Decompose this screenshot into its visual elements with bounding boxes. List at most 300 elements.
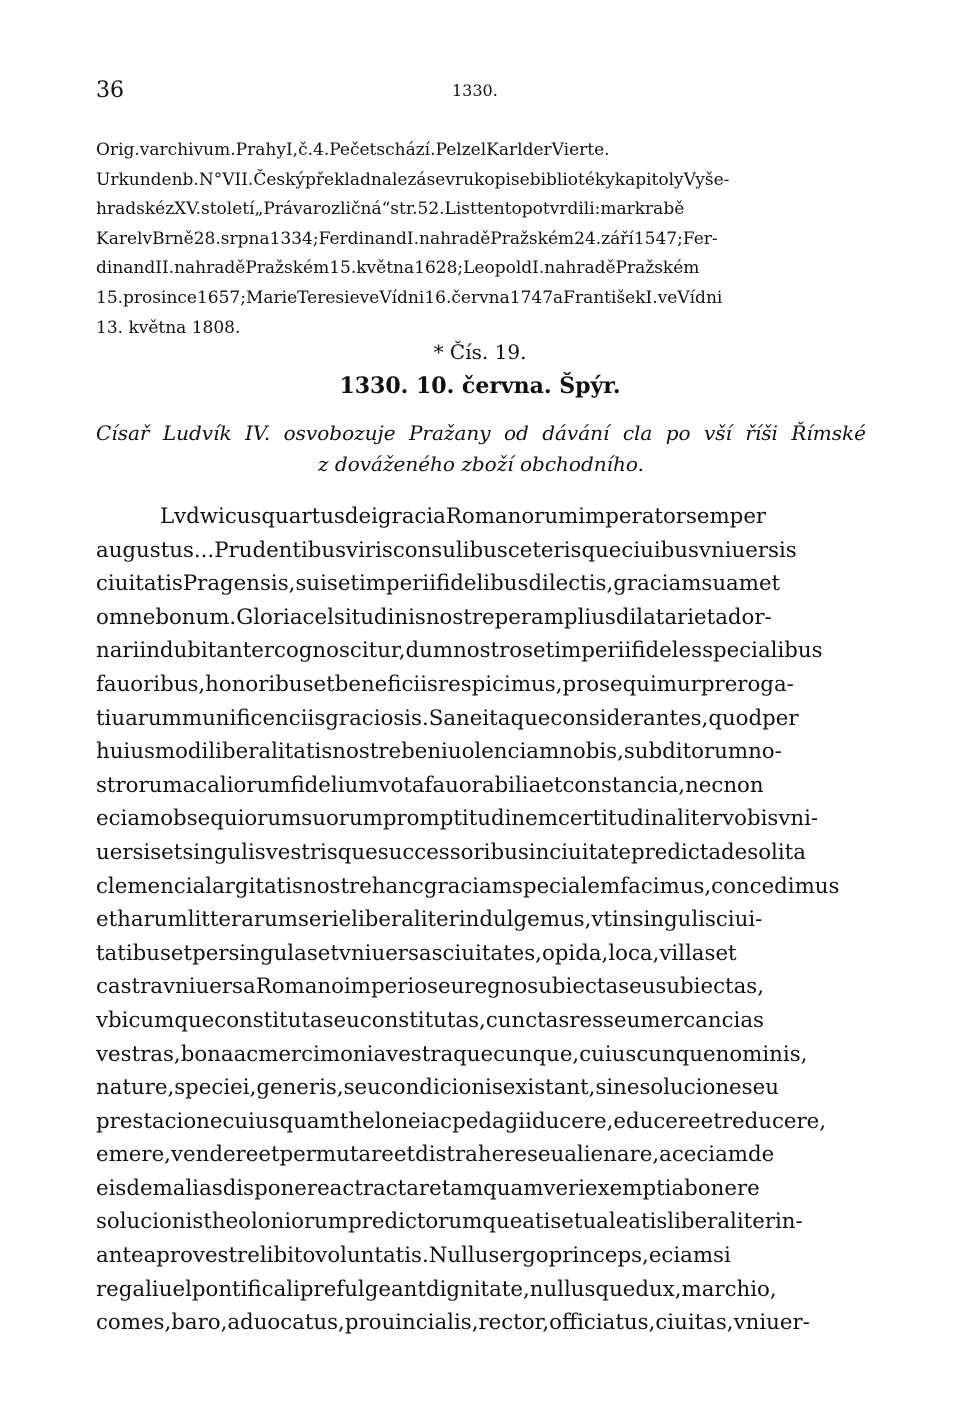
word: cuiuscunque — [579, 1041, 716, 1067]
word: Marie — [245, 287, 298, 308]
text-line — [96, 601, 866, 635]
word: harum — [117, 907, 188, 933]
running-header-year: 1330. — [452, 81, 498, 100]
word: preroga- — [700, 671, 794, 697]
word: celsitudinis — [302, 604, 426, 630]
word: constitutas, — [359, 1007, 486, 1033]
word: successoribus — [377, 839, 529, 865]
word: 24. — [574, 228, 602, 249]
word: et — [561, 1209, 583, 1235]
word: schází. — [376, 140, 436, 160]
word: non — [723, 772, 764, 798]
word: et — [96, 907, 118, 933]
word: aduocatus, — [227, 1310, 345, 1336]
word: Císař — [96, 421, 150, 445]
word: peramplius — [494, 604, 616, 630]
word: Karl — [486, 140, 523, 160]
note-line — [96, 166, 866, 196]
word: et — [393, 1142, 416, 1168]
word: seu — [526, 1142, 565, 1168]
word: speciei, — [174, 1075, 257, 1101]
word: nostros — [453, 638, 534, 664]
word: hanc — [371, 873, 424, 899]
word: září — [601, 228, 634, 249]
word: regali — [96, 1276, 159, 1302]
word: hradě — [195, 258, 246, 279]
word: ualeatis — [582, 1209, 668, 1235]
word: Pražském — [245, 258, 330, 279]
document-summary — [96, 418, 866, 480]
word: Vídni — [677, 287, 723, 308]
word: hradě — [565, 258, 616, 279]
word: der — [522, 140, 552, 160]
word: XV. — [174, 199, 201, 220]
word: nostre — [332, 739, 402, 765]
word: č. — [298, 140, 313, 160]
word: solita — [747, 839, 806, 865]
word: ceterisque — [507, 537, 622, 563]
word: v — [445, 169, 455, 190]
word: disponere — [222, 1175, 330, 1201]
word: prosince — [123, 287, 197, 308]
word: uersis — [96, 839, 162, 865]
word: castra — [96, 974, 163, 1000]
text-line — [96, 802, 866, 836]
word: concedimus — [711, 873, 840, 899]
word: nobis, — [559, 739, 624, 765]
word: marchio, — [681, 1276, 777, 1302]
text-line — [96, 836, 866, 870]
word: potvrdili: — [521, 199, 601, 220]
word: singulis — [632, 907, 716, 933]
text-line — [96, 1071, 866, 1105]
word: opida, — [541, 940, 609, 966]
word: 4. — [313, 140, 330, 160]
word: ac — [427, 1108, 453, 1134]
archival-note — [96, 136, 866, 343]
word: mercancias — [640, 1007, 764, 1033]
word: graciam — [613, 571, 702, 597]
word: et — [313, 671, 335, 697]
word: Nullus — [428, 1243, 500, 1269]
word: in- — [775, 1209, 803, 1235]
word: po — [665, 421, 691, 445]
word: prefulgeant — [299, 1276, 426, 1302]
word: subditorum — [623, 739, 749, 765]
word: List — [444, 199, 477, 220]
word: Ferdinand — [318, 228, 407, 249]
word: cla — [622, 421, 653, 445]
word: Romanorum — [445, 504, 579, 529]
word: eciam — [648, 1243, 714, 1269]
word: consulibus — [392, 537, 508, 563]
word: constancia, — [562, 772, 686, 798]
word: 52. — [417, 199, 445, 220]
word: překlad — [305, 169, 371, 190]
word: Český — [253, 169, 306, 190]
word: vendere — [170, 1142, 259, 1168]
text-line — [96, 500, 866, 534]
word: predicta — [630, 839, 722, 865]
word: tento — [476, 199, 522, 220]
word: Vídni — [379, 287, 425, 308]
word: predictorum — [348, 1209, 483, 1235]
text-line — [96, 870, 866, 904]
word: Orig. — [96, 140, 140, 160]
word: villas — [659, 940, 716, 966]
word: Pečet — [329, 140, 377, 160]
word: suorum — [301, 806, 383, 832]
word: Prahy — [235, 140, 286, 160]
word: ciuitatis — [96, 571, 183, 597]
word: dum — [405, 638, 454, 664]
word: ergo — [499, 1243, 549, 1269]
word: certitudinaliter — [557, 806, 723, 832]
word: fideles — [631, 638, 703, 664]
word: Romano — [255, 974, 344, 1000]
word: per — [762, 705, 799, 731]
word: facimus, — [620, 873, 712, 899]
word: se — [426, 169, 446, 190]
word: mercimonia — [258, 1041, 387, 1067]
word: I. — [645, 287, 658, 308]
word: beniuolenciam — [401, 739, 560, 765]
word: baro, — [171, 1310, 228, 1336]
word: na — [174, 258, 196, 279]
word: beneficiis — [334, 671, 438, 697]
word: exempti — [585, 1175, 672, 1201]
word: vota — [378, 772, 425, 798]
word: IV. — [245, 421, 271, 445]
word: archivu — [149, 140, 215, 160]
text-line — [96, 1038, 866, 1072]
text-line — [96, 1105, 866, 1139]
word: markrabě — [600, 199, 685, 220]
word: nec — [685, 772, 724, 798]
word: v — [142, 228, 153, 249]
word: cunctas — [485, 1007, 570, 1033]
word: „Práva — [254, 199, 313, 220]
word: imperator — [578, 504, 686, 529]
word: cognoscitur, — [274, 638, 406, 664]
word: vt — [591, 907, 612, 933]
word: eisdem — [96, 1175, 173, 1201]
word: bonum. — [155, 604, 237, 630]
word: et — [541, 772, 563, 798]
word: solucionis — [96, 1209, 204, 1235]
word: rozličná“ — [312, 199, 391, 220]
word: serie — [298, 907, 352, 933]
word: et — [694, 604, 716, 630]
word: considerantes, — [550, 705, 709, 731]
word: seu — [343, 1075, 381, 1101]
word: et — [700, 1108, 722, 1134]
word: 16. — [424, 287, 452, 308]
word: ab — [671, 1175, 698, 1201]
word: quartus — [261, 504, 345, 529]
word: permutare — [279, 1142, 394, 1168]
word: 1628; — [414, 258, 464, 279]
word: imperio — [343, 974, 428, 1000]
word: ac — [659, 1142, 684, 1168]
word: loca, — [608, 940, 660, 966]
word: subiectas, — [655, 974, 764, 1000]
word: comes, — [96, 1310, 172, 1336]
word: quecunque, — [453, 1041, 580, 1067]
text-line — [96, 1273, 866, 1307]
text-line — [96, 970, 866, 1004]
word: rector, — [478, 1310, 550, 1336]
word: fidelium — [290, 772, 379, 798]
word: Pražském — [615, 258, 700, 279]
word: existant, — [502, 1075, 596, 1101]
text-line — [96, 1239, 866, 1273]
word: indubitanter — [139, 638, 275, 664]
word: distrahere — [415, 1142, 527, 1168]
word: vestrisque — [265, 839, 378, 865]
text-line — [96, 702, 866, 736]
word: století — [200, 199, 255, 220]
word: vestra — [386, 1041, 454, 1067]
word: prestacione — [96, 1108, 223, 1134]
word: hradě — [440, 228, 491, 249]
note-line — [96, 254, 866, 284]
word: na — [544, 258, 566, 279]
word: Pražany — [408, 421, 491, 445]
word: seu — [741, 1075, 779, 1101]
word: rukopise — [454, 169, 530, 190]
word: obsequiorum — [160, 806, 302, 832]
word: N° — [198, 169, 223, 190]
word: honoribus — [205, 671, 314, 697]
word: in — [611, 907, 633, 933]
word: I. — [406, 228, 420, 249]
word: Vierte. — [551, 140, 610, 160]
text-line — [96, 1172, 866, 1206]
word: veri — [543, 1175, 586, 1201]
word: reducere, — [721, 1108, 827, 1134]
word: vniuer- — [733, 1310, 810, 1336]
word: uel — [158, 1276, 192, 1302]
word: theoloniorum — [203, 1209, 349, 1235]
word: I. — [532, 258, 545, 279]
word: imperii — [554, 638, 632, 664]
word: et — [258, 1142, 280, 1168]
word: de — [721, 839, 748, 865]
text-line — [96, 937, 866, 971]
word: vší — [703, 421, 732, 445]
word: nostre — [425, 604, 495, 630]
word: ador- — [715, 604, 772, 630]
word: Gloria — [236, 604, 303, 630]
word: vni- — [778, 806, 819, 832]
word: z — [165, 199, 175, 220]
word: vobis — [722, 806, 779, 832]
word: Ludvík — [162, 421, 232, 445]
word: si — [713, 1243, 731, 1269]
text-line — [96, 769, 866, 803]
word: in — [528, 839, 550, 865]
word: officiatus, — [549, 1310, 656, 1336]
word: ac — [182, 772, 208, 798]
text-line — [96, 634, 866, 668]
word: 28. — [193, 228, 221, 249]
word: 15. — [96, 287, 124, 308]
word: specialibus — [702, 638, 823, 664]
word: clemencia — [96, 873, 206, 899]
text-line — [96, 534, 866, 568]
word: června — [451, 287, 510, 308]
word: vniuersas — [338, 940, 443, 966]
word: tatibus — [96, 940, 171, 966]
word: ciui- — [715, 907, 763, 933]
word: seu — [618, 974, 656, 1000]
word: a — [553, 287, 564, 308]
word: Urkundenb. — [96, 169, 199, 190]
word: fauorabilia — [424, 772, 542, 798]
word: 1657; — [196, 287, 246, 308]
text-line — [96, 1205, 866, 1239]
word: dinand — [96, 258, 156, 279]
document-date-place: 1330. 10. června. Špýr. — [339, 373, 621, 399]
word: František — [563, 287, 646, 308]
word: nari — [96, 638, 140, 664]
word: pedagii — [452, 1108, 532, 1134]
word: strorum — [96, 772, 183, 798]
word: nostre — [302, 873, 372, 899]
summary-line — [96, 418, 866, 449]
word: largitatis — [205, 873, 303, 899]
word: et — [715, 940, 737, 966]
word: pro — [156, 1243, 193, 1269]
word: quod — [708, 705, 763, 731]
word: emere, — [96, 1142, 171, 1168]
word: hradské — [96, 199, 166, 220]
note-line — [96, 225, 866, 255]
text-line — [96, 668, 866, 702]
word: Pragensis, — [182, 571, 296, 597]
word: educere — [613, 1108, 701, 1134]
word: tiuarum — [96, 705, 182, 731]
word: od — [503, 421, 529, 445]
word: Pelzel — [435, 140, 487, 160]
word: condicionis — [380, 1075, 503, 1101]
word: litterarum — [187, 907, 298, 933]
word: semper — [685, 504, 767, 529]
word: Vyše- — [683, 169, 730, 190]
word: specialem — [512, 873, 621, 899]
word: dignitate, — [425, 1276, 530, 1302]
word: května — [356, 258, 415, 279]
text-line — [96, 1004, 866, 1038]
word: eciam — [683, 1142, 748, 1168]
word: m. — [214, 140, 236, 160]
word: suis — [295, 571, 338, 597]
word: Teresie — [297, 287, 360, 308]
word: ciuibus — [621, 537, 699, 563]
word: I, — [285, 140, 299, 160]
word: vniuersa — [163, 974, 256, 1000]
word: augustus... — [96, 537, 215, 563]
word: 1547; — [633, 228, 683, 249]
word: res — [569, 1007, 604, 1033]
word: seu — [427, 974, 465, 1000]
word: fidelibus — [436, 571, 529, 597]
charter-text — [96, 500, 866, 1340]
word: bibliotéky — [529, 169, 615, 190]
word: na — [419, 228, 441, 249]
word: dei — [344, 504, 378, 529]
word: tamquam — [441, 1175, 544, 1201]
word: graciosis. — [325, 705, 429, 731]
word: et — [337, 571, 359, 597]
word: str. — [390, 199, 418, 220]
word: Leopold — [463, 258, 533, 279]
word: vestras, — [96, 1041, 181, 1067]
word: 1334; — [269, 228, 319, 249]
word: ducere, — [531, 1108, 614, 1134]
word: Římské — [791, 421, 866, 445]
word: fauoribus, — [96, 671, 206, 697]
word: vestre — [192, 1243, 260, 1269]
word: ve — [657, 287, 678, 308]
text-line — [96, 903, 866, 937]
word: indulgemus, — [458, 907, 592, 933]
word: itaque — [482, 705, 551, 731]
word: ve — [359, 287, 380, 308]
word: Sane — [428, 705, 483, 731]
word: liberaliter — [351, 907, 459, 933]
page-number: 36 — [96, 78, 124, 103]
word: cuiusquam — [222, 1108, 340, 1134]
word: et — [533, 638, 555, 664]
word: alias — [172, 1175, 223, 1201]
note-line: 13. května 1808. — [96, 317, 241, 338]
word: v — [139, 140, 150, 160]
note-line — [96, 136, 866, 166]
document-number: * Čís. 19. — [433, 340, 527, 364]
summary-line: z dováženého zboží obchodního. — [318, 452, 644, 476]
word: respicimus, — [437, 671, 563, 697]
word: suam — [701, 571, 759, 597]
word: onere — [697, 1175, 760, 1201]
text-line — [96, 1306, 866, 1340]
word: voluntatis. — [315, 1243, 429, 1269]
word: viris — [346, 537, 393, 563]
word: liberalitatis — [208, 739, 333, 765]
word: seu — [322, 1007, 360, 1033]
word: singulis — [182, 839, 266, 865]
word: subiecta — [527, 974, 619, 1000]
word: ciuitate — [549, 839, 631, 865]
word: solucione — [639, 1075, 742, 1101]
word: aliorum — [207, 772, 291, 798]
word: et — [170, 940, 193, 966]
word: 15. — [329, 258, 357, 279]
word: thelonei — [339, 1108, 428, 1134]
text-line — [96, 567, 866, 601]
word: dávání — [542, 421, 610, 445]
word: Brně — [152, 228, 194, 249]
word: prosequimur — [562, 671, 701, 697]
word: per — [192, 940, 229, 966]
word: pontificali — [191, 1276, 300, 1302]
word: constituta — [214, 1007, 323, 1033]
word: eciam — [96, 806, 161, 832]
word: graciam — [423, 873, 513, 899]
word: dilectis, — [528, 571, 614, 597]
word: munificenciis — [181, 705, 326, 731]
